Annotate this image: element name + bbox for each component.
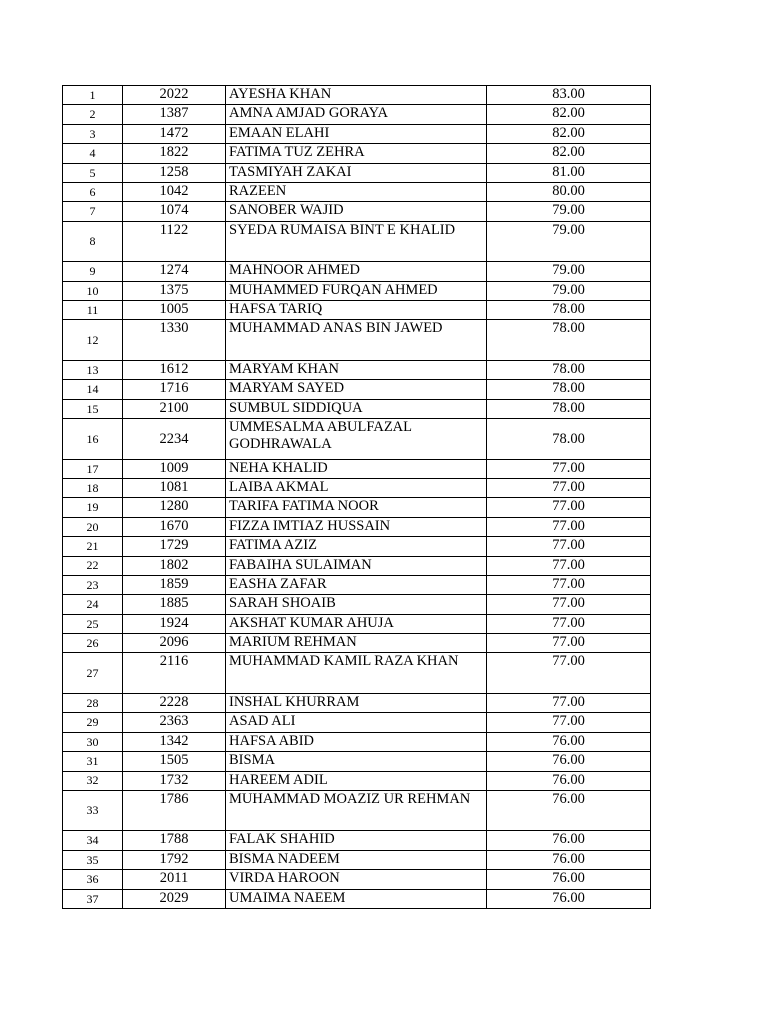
table-row <box>63 262 651 281</box>
roll-number-cell: 1472 <box>123 124 226 143</box>
table-row <box>63 732 651 751</box>
marks-cell: 77.00 <box>487 517 651 536</box>
student-name-cell: NEHA KHALID <box>226 459 487 478</box>
student-name-cell: BISMA NADEEM <box>226 850 487 869</box>
roll-number-cell: 1258 <box>123 163 226 182</box>
serial-number-cell: 22 <box>63 556 123 575</box>
student-name-cell: UMAIMA NAEEM <box>226 889 487 908</box>
roll-number-cell: 1788 <box>123 831 226 850</box>
table-row <box>63 653 651 694</box>
marks-cell: 79.00 <box>487 221 651 262</box>
marks-cell: 77.00 <box>487 478 651 497</box>
roll-number-cell: 1274 <box>123 262 226 281</box>
roll-number-cell: 2100 <box>123 399 226 418</box>
results-body <box>63 86 651 909</box>
table-row <box>63 556 651 575</box>
serial-number-cell: 2 <box>63 105 123 124</box>
student-name-cell: EASHA ZAFAR <box>226 575 487 594</box>
roll-number-cell: 1859 <box>123 575 226 594</box>
student-name-cell: LAIBA AKMAL <box>226 478 487 497</box>
table-row <box>63 693 651 712</box>
results-table <box>62 85 651 909</box>
marks-cell: 77.00 <box>487 653 651 694</box>
student-name-cell: HAFSA ABID <box>226 732 487 751</box>
roll-number-cell: 2228 <box>123 693 226 712</box>
student-name-cell: ASAD ALI <box>226 713 487 732</box>
serial-number-cell: 8 <box>63 221 123 262</box>
table-row <box>63 850 651 869</box>
student-name-cell: HAFSA TARIQ <box>226 301 487 320</box>
marks-cell: 78.00 <box>487 399 651 418</box>
serial-number-cell: 33 <box>63 790 123 831</box>
roll-number-cell: 1716 <box>123 380 226 399</box>
serial-number-cell: 23 <box>63 575 123 594</box>
student-name-cell: MARYAM SAYED <box>226 380 487 399</box>
roll-number-cell: 1729 <box>123 537 226 556</box>
table-row <box>63 399 651 418</box>
table-row <box>63 202 651 221</box>
roll-number-cell: 1375 <box>123 281 226 300</box>
serial-number-cell: 19 <box>63 498 123 517</box>
marks-cell: 76.00 <box>487 831 651 850</box>
marks-cell: 82.00 <box>487 105 651 124</box>
marks-cell: 76.00 <box>487 752 651 771</box>
roll-number-cell: 1081 <box>123 478 226 497</box>
roll-number-cell: 2363 <box>123 713 226 732</box>
table-row <box>63 595 651 614</box>
table-row <box>63 517 651 536</box>
student-name-cell: AYESHA KHAN <box>226 86 487 105</box>
table-row <box>63 790 651 831</box>
roll-number-cell: 1612 <box>123 360 226 379</box>
student-name-cell: VIRDA HAROON <box>226 870 487 889</box>
roll-number-cell: 1042 <box>123 182 226 201</box>
roll-number-cell: 1924 <box>123 614 226 633</box>
marks-cell: 77.00 <box>487 498 651 517</box>
serial-number-cell: 10 <box>63 281 123 300</box>
table-row <box>63 478 651 497</box>
marks-cell: 77.00 <box>487 634 651 653</box>
serial-number-cell: 7 <box>63 202 123 221</box>
student-name-cell: MAHNOOR AHMED <box>226 262 487 281</box>
table-row <box>63 105 651 124</box>
marks-cell: 79.00 <box>487 262 651 281</box>
student-name-cell: RAZEEN <box>226 182 487 201</box>
table-row <box>63 614 651 633</box>
marks-cell: 78.00 <box>487 320 651 361</box>
student-name-cell: BISMA <box>226 752 487 771</box>
marks-cell: 78.00 <box>487 360 651 379</box>
marks-cell: 76.00 <box>487 850 651 869</box>
roll-number-cell: 2029 <box>123 889 226 908</box>
roll-number-cell: 1387 <box>123 105 226 124</box>
table-row <box>63 182 651 201</box>
serial-number-cell: 13 <box>63 360 123 379</box>
student-name-cell: SUMBUL SIDDIQUA <box>226 399 487 418</box>
table-row <box>63 870 651 889</box>
marks-cell: 77.00 <box>487 575 651 594</box>
serial-number-cell: 1 <box>63 86 123 105</box>
serial-number-cell: 11 <box>63 301 123 320</box>
student-name-cell: MARIUM REHMAN <box>226 634 487 653</box>
table-row <box>63 86 651 105</box>
roll-number-cell: 1822 <box>123 144 226 163</box>
student-name-cell: HAREEM ADIL <box>226 771 487 790</box>
marks-cell: 76.00 <box>487 732 651 751</box>
roll-number-cell: 2116 <box>123 653 226 694</box>
serial-number-cell: 4 <box>63 144 123 163</box>
roll-number-cell: 1670 <box>123 517 226 536</box>
marks-cell: 82.00 <box>487 124 651 143</box>
serial-number-cell: 24 <box>63 595 123 614</box>
marks-cell: 76.00 <box>487 790 651 831</box>
roll-number-cell: 1280 <box>123 498 226 517</box>
table-row <box>63 380 651 399</box>
student-name-cell: MUHAMMAD ANAS BIN JAWED <box>226 320 487 361</box>
roll-number-cell: 1074 <box>123 202 226 221</box>
student-name-cell: SARAH SHOAIB <box>226 595 487 614</box>
roll-number-cell: 2022 <box>123 86 226 105</box>
table-row <box>63 537 651 556</box>
marks-cell: 78.00 <box>487 301 651 320</box>
student-name-cell: FATIMA AZIZ <box>226 537 487 556</box>
marks-cell: 79.00 <box>487 202 651 221</box>
student-name-cell: FABAIHA SULAIMAN <box>226 556 487 575</box>
table-row <box>63 221 651 262</box>
student-name-cell: TASMIYAH ZAKAI <box>226 163 487 182</box>
student-name-cell: UMMESALMA ABULFAZAL GODHRAWALA <box>226 419 487 460</box>
student-name-cell: FATIMA TUZ ZEHRA <box>226 144 487 163</box>
student-name-cell: MUHAMMAD MOAZIZ UR REHMAN <box>226 790 487 831</box>
roll-number-cell: 1732 <box>123 771 226 790</box>
table-row <box>63 301 651 320</box>
table-row <box>63 419 651 460</box>
roll-number-cell: 1005 <box>123 301 226 320</box>
marks-cell: 77.00 <box>487 556 651 575</box>
student-name-cell: SANOBER WAJID <box>226 202 487 221</box>
table-row <box>63 163 651 182</box>
marks-cell: 76.00 <box>487 771 651 790</box>
serial-number-cell: 28 <box>63 693 123 712</box>
marks-cell: 83.00 <box>487 86 651 105</box>
roll-number-cell: 2011 <box>123 870 226 889</box>
serial-number-cell: 5 <box>63 163 123 182</box>
student-name-cell: SYEDA RUMAISA BINT E KHALID <box>226 221 487 262</box>
serial-number-cell: 32 <box>63 771 123 790</box>
serial-number-cell: 27 <box>63 653 123 694</box>
serial-number-cell: 31 <box>63 752 123 771</box>
table-row <box>63 320 651 361</box>
roll-number-cell: 1802 <box>123 556 226 575</box>
roll-number-cell: 1505 <box>123 752 226 771</box>
serial-number-cell: 37 <box>63 889 123 908</box>
student-name-cell: TARIFA FATIMA NOOR <box>226 498 487 517</box>
roll-number-cell: 1330 <box>123 320 226 361</box>
marks-cell: 77.00 <box>487 537 651 556</box>
table-row <box>63 144 651 163</box>
student-name-cell: EMAAN ELAHI <box>226 124 487 143</box>
student-name-cell: AMNA AMJAD GORAYA <box>226 105 487 124</box>
table-row <box>63 889 651 908</box>
student-name-cell: INSHAL KHURRAM <box>226 693 487 712</box>
serial-number-cell: 14 <box>63 380 123 399</box>
serial-number-cell: 12 <box>63 320 123 361</box>
serial-number-cell: 21 <box>63 537 123 556</box>
marks-cell: 80.00 <box>487 182 651 201</box>
serial-number-cell: 3 <box>63 124 123 143</box>
table-row <box>63 634 651 653</box>
table-row <box>63 752 651 771</box>
marks-cell: 82.00 <box>487 144 651 163</box>
marks-cell: 77.00 <box>487 693 651 712</box>
table-row <box>63 771 651 790</box>
serial-number-cell: 20 <box>63 517 123 536</box>
roll-number-cell: 2234 <box>123 419 226 460</box>
student-name-cell: AKSHAT KUMAR AHUJA <box>226 614 487 633</box>
marks-cell: 76.00 <box>487 870 651 889</box>
table-row <box>63 281 651 300</box>
student-name-cell: MUHAMMED FURQAN AHMED <box>226 281 487 300</box>
roll-number-cell: 1885 <box>123 595 226 614</box>
marks-cell: 78.00 <box>487 380 651 399</box>
marks-cell: 76.00 <box>487 889 651 908</box>
marks-cell: 77.00 <box>487 614 651 633</box>
serial-number-cell: 29 <box>63 713 123 732</box>
table-row <box>63 831 651 850</box>
serial-number-cell: 26 <box>63 634 123 653</box>
roll-number-cell: 1122 <box>123 221 226 262</box>
serial-number-cell: 9 <box>63 262 123 281</box>
serial-number-cell: 25 <box>63 614 123 633</box>
roll-number-cell: 1786 <box>123 790 226 831</box>
student-name-cell: MARYAM KHAN <box>226 360 487 379</box>
serial-number-cell: 36 <box>63 870 123 889</box>
student-name-cell: FALAK SHAHID <box>226 831 487 850</box>
marks-cell: 77.00 <box>487 713 651 732</box>
student-name-cell: MUHAMMAD KAMIL RAZA KHAN <box>226 653 487 694</box>
marks-cell: 77.00 <box>487 595 651 614</box>
serial-number-cell: 15 <box>63 399 123 418</box>
table-row <box>63 498 651 517</box>
marks-cell: 78.00 <box>487 419 651 460</box>
roll-number-cell: 1342 <box>123 732 226 751</box>
serial-number-cell: 18 <box>63 478 123 497</box>
serial-number-cell: 30 <box>63 732 123 751</box>
table-row <box>63 575 651 594</box>
serial-number-cell: 35 <box>63 850 123 869</box>
marks-cell: 81.00 <box>487 163 651 182</box>
roll-number-cell: 2096 <box>123 634 226 653</box>
serial-number-cell: 34 <box>63 831 123 850</box>
table-row <box>63 713 651 732</box>
marks-cell: 77.00 <box>487 459 651 478</box>
table-row <box>63 360 651 379</box>
serial-number-cell: 6 <box>63 182 123 201</box>
roll-number-cell: 1792 <box>123 850 226 869</box>
serial-number-cell: 17 <box>63 459 123 478</box>
table-row <box>63 459 651 478</box>
marks-cell: 79.00 <box>487 281 651 300</box>
student-name-cell: FIZZA IMTIAZ HUSSAIN <box>226 517 487 536</box>
roll-number-cell: 1009 <box>123 459 226 478</box>
table-row <box>63 124 651 143</box>
serial-number-cell: 16 <box>63 419 123 460</box>
